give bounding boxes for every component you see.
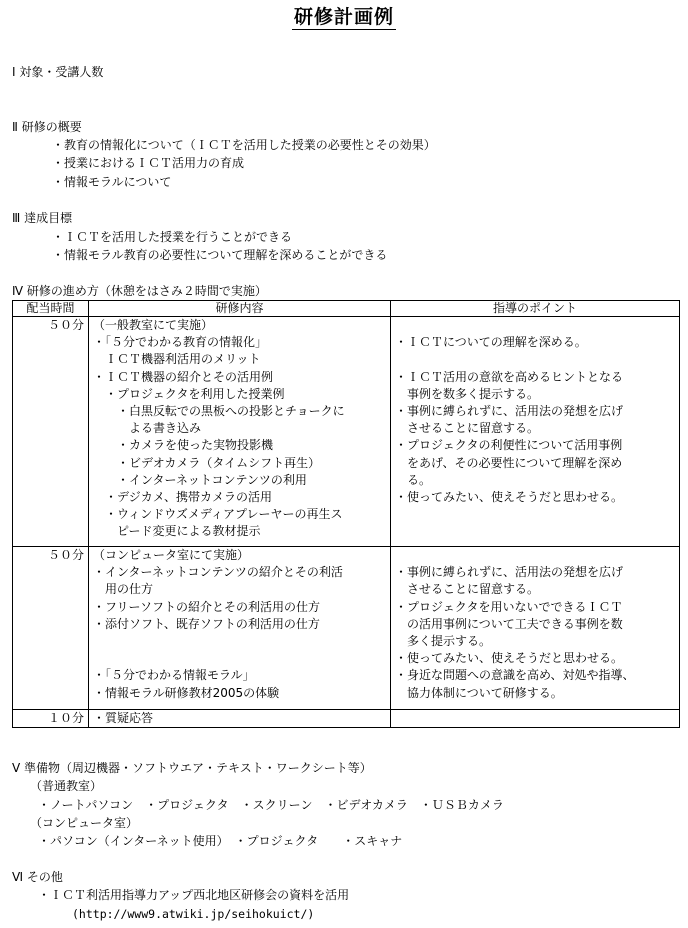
section-2-heading: Ⅱ 研修の概要 bbox=[12, 120, 82, 134]
cell-line: ・デジカメ、携帯カメラの活用 bbox=[93, 490, 273, 505]
document-title: 研修計画例 bbox=[293, 6, 394, 28]
table-row bbox=[13, 317, 680, 547]
section-2-item: ・情報モラルについて bbox=[52, 175, 172, 189]
cell-line: ・使ってみたい、使えそうだと思わせる。 bbox=[395, 651, 624, 666]
section-2-item: ・授業におけるＩＣＴ活用力の育成 bbox=[52, 156, 245, 170]
cell-line: ・「５分でわかる教育の情報化」 bbox=[93, 335, 268, 350]
cell-line bbox=[93, 633, 390, 650]
cell-line: ・ウィンドウズメディアプレーヤーの再生ス bbox=[93, 507, 343, 522]
cell-line: ・使ってみたい、使えそうだと思わせる。 bbox=[395, 490, 624, 505]
cell-line: 協力体制について研修する。 bbox=[395, 685, 563, 700]
row-content bbox=[89, 710, 391, 728]
cell-line bbox=[93, 650, 390, 667]
section-6-heading: Ⅵ その他 bbox=[12, 870, 63, 884]
cell-line: させることに留意する。 bbox=[395, 421, 540, 436]
row-content bbox=[89, 317, 391, 547]
section-5-heading: Ⅴ 準備物（周辺機器・ソフトウエア・テキスト・ワークシート等） bbox=[12, 761, 372, 775]
cell-line: よる書き込み bbox=[93, 421, 202, 436]
cell-line: ・事例に縛られずに、活用法の発想を広げ bbox=[395, 565, 624, 580]
cell-line: 多く提示する。 bbox=[395, 634, 492, 649]
cell-line: ・身近な問題への意識を高め、対処や指導、 bbox=[395, 668, 635, 683]
section-2-item: ・教育の情報化について（ＩＣＴを活用した授業の必要性とその効果） bbox=[52, 138, 436, 152]
section-5-line: （普通教室） bbox=[30, 779, 103, 793]
section-5-line: ・パソコン（インターネット使用） ・プロジェクタ ・スキャナ bbox=[38, 834, 403, 848]
cell-line: ・インターネットコンテンツの紹介とその利活 bbox=[93, 565, 343, 580]
section-6-line: ・ＩＣＴ利活用指導力アップ西北地区研修会の資料を活用 bbox=[38, 888, 350, 902]
cell-line bbox=[395, 317, 679, 334]
section-5-line: ・ノートパソコン ・プロジェクタ ・スクリーン ・ビデオカメラ ・ＵＳＢカメラ bbox=[38, 798, 504, 812]
cell-line: ・「５分でわかる情報モラル」 bbox=[93, 668, 255, 683]
section-3-heading: Ⅲ 達成目標 bbox=[12, 211, 73, 225]
cell-line: （一般教室にて実施） bbox=[93, 318, 214, 332]
row-time: ５０分 bbox=[13, 547, 89, 710]
cell-line: をあげ、その必要性について理解を深め bbox=[395, 455, 623, 470]
cell-line: ・カメラを使った実物投影機 bbox=[93, 438, 274, 453]
cell-line: ・白黒反転での黒板への投影とチョークに bbox=[93, 404, 345, 419]
table-row bbox=[13, 710, 680, 728]
cell-line: ・プロジェクタを利用した授業例 bbox=[93, 386, 285, 401]
cell-line: ・ＩＣＴについての理解を深める。 bbox=[395, 335, 587, 350]
section-5-line: （コンピュータ室） bbox=[30, 816, 139, 830]
cell-line: る。 bbox=[395, 472, 432, 487]
cell-line: ピード変更による教材提示 bbox=[93, 524, 261, 539]
cell-line: ・ＩＣＴ機器の紹介とその活用例 bbox=[93, 369, 274, 384]
table-header-row bbox=[13, 301, 680, 317]
cell-line: ・情報モラル研修教材2005の体験 bbox=[93, 685, 280, 700]
header-points: 指導のポイント bbox=[391, 301, 680, 317]
cell-line: 用の仕方 bbox=[93, 582, 154, 597]
row-points bbox=[391, 710, 680, 728]
cell-line: ・プロジェクタを用いないでできるＩＣＴ bbox=[395, 599, 623, 614]
cell-line: ・ＩＣＴ活用の意欲を高めるヒントとなる bbox=[395, 369, 624, 384]
cell-line: ＩＣＴ機器利活用のメリット bbox=[93, 352, 261, 367]
cell-line: ・プロジェクタの利便性について活用事例 bbox=[395, 438, 623, 453]
section-3-item: ・情報モラル教育の必要性について理解を深めることができる bbox=[52, 248, 388, 262]
reference-url: (http://www9.atwiki.jp/seihokuict/) bbox=[72, 907, 315, 921]
cell-line: ・質疑応答 bbox=[93, 711, 154, 725]
cell-line bbox=[395, 547, 679, 564]
cell-line: ・フリーソフトの紹介とその利活用の仕方 bbox=[93, 599, 321, 614]
cell-line: させることに留意する。 bbox=[395, 582, 540, 597]
cell-line bbox=[395, 351, 679, 368]
section-4-heading: Ⅳ 研修の進め方（休憩をはさみ２時間で実施） bbox=[12, 284, 267, 298]
cell-line: ・ビデオカメラ（タイムシフト再生） bbox=[93, 455, 321, 470]
row-points bbox=[391, 547, 680, 710]
section-3-item: ・ＩＣＴを活用した授業を行うことができる bbox=[52, 230, 293, 244]
header-content: 研修内容 bbox=[89, 301, 391, 317]
cell-line: 事例を数多く提示する。 bbox=[395, 386, 540, 401]
row-content bbox=[89, 547, 391, 710]
cell-line: ・インターネットコンテンツの利用 bbox=[93, 472, 307, 487]
section-1-heading: Ⅰ 対象・受講人数 bbox=[12, 65, 104, 79]
training-plan-table bbox=[12, 300, 680, 728]
table-row bbox=[13, 547, 680, 710]
cell-line: ・添付ソフト、既存ソフトの利活用の仕方 bbox=[93, 616, 320, 631]
cell-line: ・事例に縛られずに、活用法の発想を広げ bbox=[395, 404, 624, 419]
header-time: 配当時間 bbox=[13, 301, 89, 317]
row-time: ５０分 bbox=[13, 317, 89, 547]
cell-line: の活用事例について工夫できる事例を数 bbox=[395, 616, 623, 631]
cell-line: （コンピュータ室にて実施） bbox=[93, 548, 250, 562]
row-time: １０分 bbox=[13, 710, 89, 728]
row-points bbox=[391, 317, 680, 547]
